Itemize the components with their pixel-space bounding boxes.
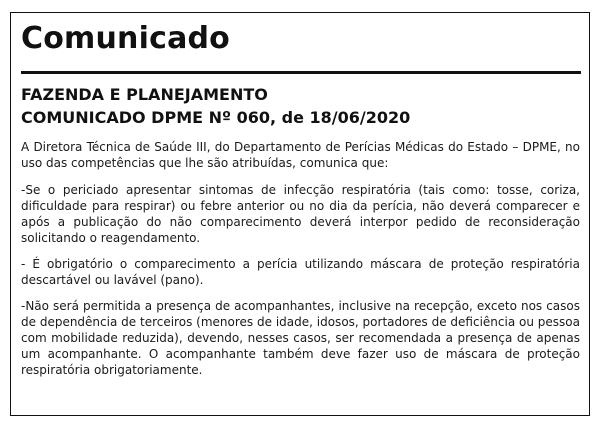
title-divider [21, 71, 581, 74]
symptoms-paragraph: -Se o periciado apresentar sintomas de infecção respiratória (tais como: tosse, coriza, dificuldade para respirar) ou febre anterior ou no dia da perícia, não deverá comparecer e após a publicação do não comparecimento deverá interpor pedido de reconsideração solicitando o reagendamento. [21, 183, 580, 245]
notice-title: Comunicado [21, 21, 230, 56]
notice-body [21, 139, 580, 388]
section-heading: FAZENDA E PLANEJAMENTO [21, 85, 268, 104]
notice-subtitle: COMUNICADO DPME Nº 060, de 18/06/2020 [21, 108, 411, 127]
companions-paragraph: -Não será permitida a presença de acompanhantes, inclusive na recepção, exceto nos casos de dependência de terceiros (menores de idade, idosos, portadores de deficiência ou pessoa com mobilidade reduzida), devendo, nesses casos, ser recomendada a presença de apenas um acompanhante. O acompanhante também deve fazer uso de máscara de proteção respiratória obrigatoriamente. [21, 299, 580, 377]
notice-frame [10, 12, 590, 416]
mask-paragraph: - É obrigatório o comparecimento a perícia utilizando máscara de proteção respiratória descartável ou lavável (pano). [21, 257, 580, 287]
intro-paragraph: A Diretora Técnica de Saúde III, do Departamento de Perícias Médicas do Estado – DPME, no uso das competências que lhe são atribuídas, comunica que: [21, 140, 580, 170]
